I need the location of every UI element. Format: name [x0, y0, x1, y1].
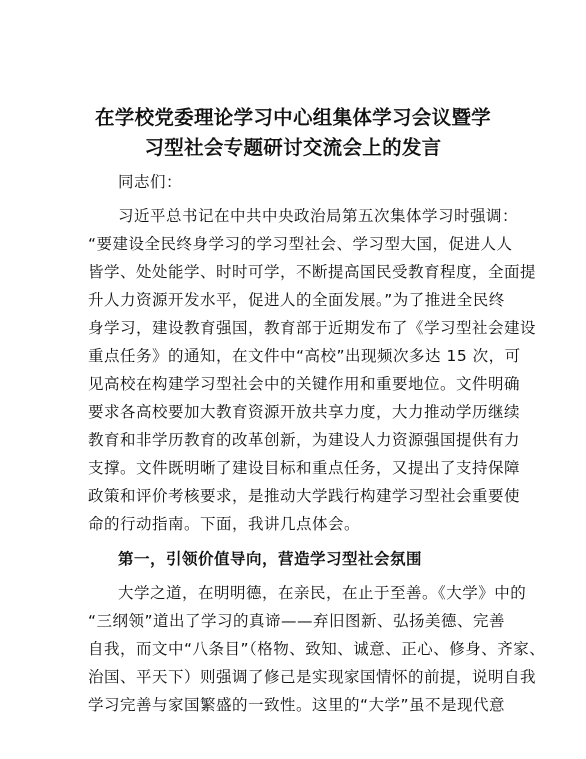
paragraph-2-line: 自我，而文中“八条目”（格物、致知、诚意、正心、修身、齐家、 [88, 640, 546, 658]
paragraph-1-line: 见高校在构建学习型社会中的关键作用和重要地位。文件明确 [88, 375, 521, 393]
paragraph-2-line: “三纲领”道出了学习的真谛——弃旧图新、弘扬美德、完善 [88, 612, 506, 630]
document-title-line-1: 在学校党委理论学习中心组集体学习会议暨学 [94, 106, 491, 129]
paragraph-2-line: 治国、平天下）则强调了修己是实现家国情怀的前提，说明自我 [88, 668, 537, 686]
paragraph-1-line: 重点任务》的通知，在文件中“高校”出现频次多达 15 次，可 [88, 347, 521, 365]
paragraph-1-line: 升人力资源开发水平，促进人的全面发展。”为了推进全民终 [88, 291, 505, 309]
paragraph-1-line: 支撑。文件既明晰了建设目标和重点任务，又提出了支持保障 [88, 459, 521, 477]
paragraph-2-line: 大学之道，在明明德，在亲民，在止于至善。《大学》中的 [118, 584, 527, 602]
paragraph-1-line: 命的行动指南。下面，我讲几点体会。 [88, 515, 361, 533]
paragraph-1-line: 习近平总书记在中共中央政治局第五次集体学习时强调： [118, 207, 519, 225]
paragraph-1-line: 皆学、处处能学、时时可学，不断提高国民受教育程度，全面提 [88, 263, 537, 281]
paragraph-1-line: “要建设全民终身学习的学习型社会、学习型大国，促进人人 [88, 235, 513, 253]
document-title-line-2: 习型社会专题研讨交流会上的发言 [144, 136, 442, 159]
salutation: 同志们： [118, 173, 183, 191]
paragraph-1-line: 政策和评价考核要求，是推动大学践行构建学习型社会重要使 [88, 487, 521, 505]
paragraph-1-line: 要求各高校要加大教育资源开放共享力度，大力推动学历继续 [88, 403, 521, 421]
paragraph-1-line: 身学习，建设教育强国，教育部于近期发布了《学习型社会建设 [88, 319, 537, 337]
paragraph-1-line: 教育和非学历教育的改革创新，为建设人力资源强国提供有力 [88, 431, 521, 449]
section-1-heading: 第一，引领价值导向，营造学习型社会氛围 [118, 550, 423, 568]
paragraph-2-line: 学习完善与家国繁盛的一致性。这里的“大学”虽不是现代意 [88, 696, 506, 714]
